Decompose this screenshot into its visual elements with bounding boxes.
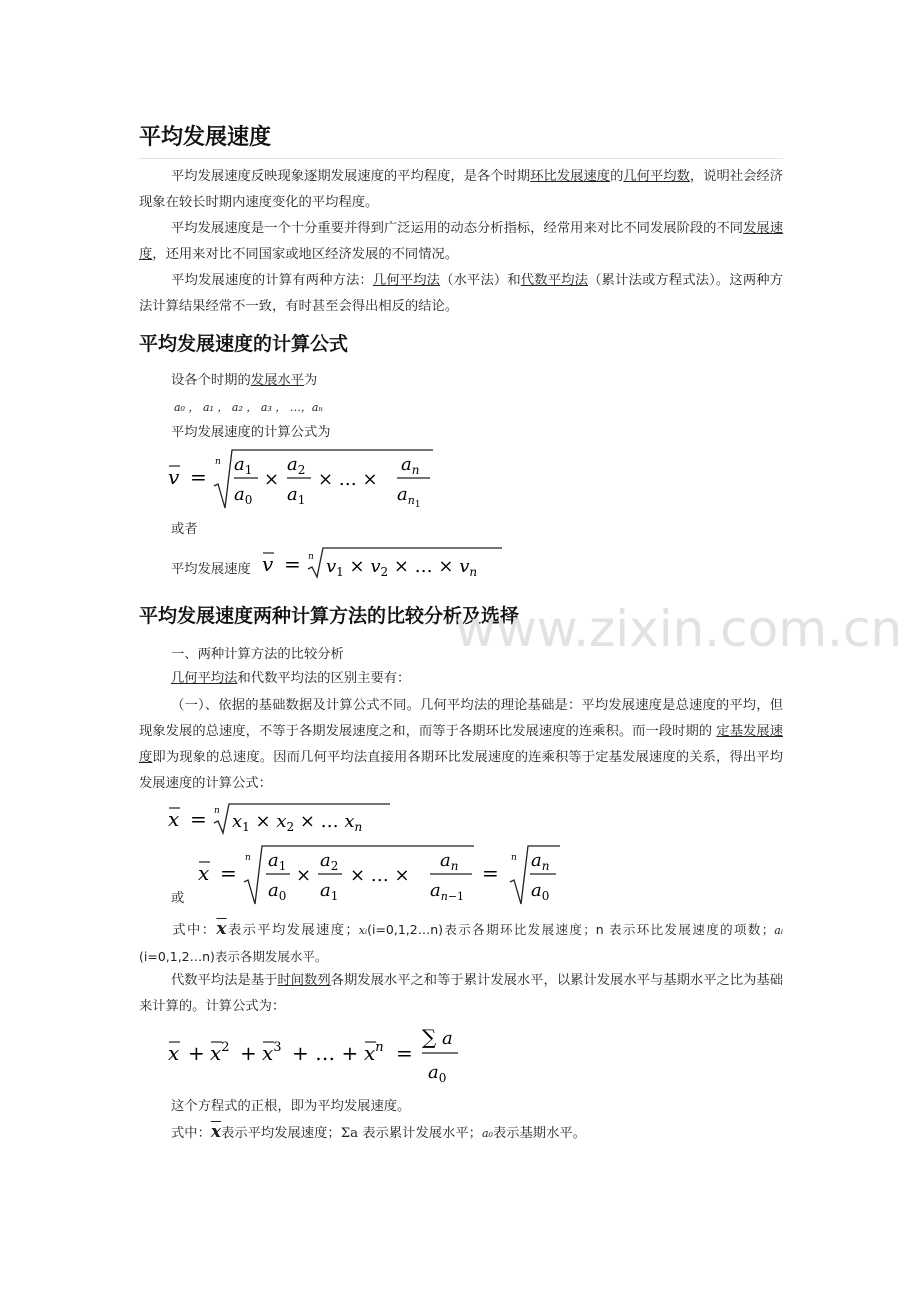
text: 各期发展水平之和等于累计发展水平，以累计发展水平与基期水平之比为基础来计算的。计算公式为： — [139, 973, 784, 1014]
xbar-symbol: $\overline{x}$ — [216, 919, 227, 939]
text: 平均发展速度是一个十分重要并得到广泛运用的动态分析指标，经常用来对比不同发展阶段的不同 — [171, 221, 744, 236]
svg-text:=: = — [190, 807, 207, 831]
svg-text:a2: $a_2$ — [287, 454, 306, 477]
formula-product-speeds — [262, 545, 507, 581]
formula-geometric-full — [198, 842, 568, 908]
svg-text:a2: $a_2$ — [320, 850, 339, 873]
svg-text:x: x — [198, 861, 210, 885]
svg-text:an: $a_n$ — [440, 850, 459, 873]
svg-text:×: × — [296, 865, 312, 886]
svg-text:v: v — [262, 552, 274, 576]
text: ，还用来对比不同国家或地区经济发展的不同情况。 — [152, 247, 459, 262]
section-heading-comparison: 平均发展速度两种计算方法的比较分析及选择 — [139, 605, 520, 627]
svg-text:a0: $a_0$ — [428, 1062, 447, 1085]
link-geometric-method[interactable]: 几何平均法 — [372, 273, 441, 288]
svg-text:×: × — [264, 469, 280, 490]
svg-text:× … ×: × … × — [350, 865, 410, 886]
svg-text:∑ a: ∑ a — [422, 1025, 453, 1049]
definition-line-2 — [171, 1122, 586, 1144]
svg-text:=: = — [220, 861, 237, 885]
svg-text:a0: $a_0$ — [531, 880, 550, 903]
formula-intro-text: 平均发展速度的计算公式为 — [171, 425, 331, 440]
svg-text:x2: $x^2$ — [210, 1040, 230, 1065]
svg-text:=: = — [284, 552, 301, 576]
svg-text:n: n — [214, 806, 220, 816]
algebraic-paragraph — [139, 968, 783, 1020]
text: (i=0,1,2…n)表示各期环比发展速度；n 表示环比发展速度的项数； — [367, 922, 775, 937]
text: 设各个时期的 — [171, 373, 251, 388]
formula-geometric-mean — [168, 802, 398, 838]
text: 式中： — [171, 923, 217, 938]
definition-paragraph-1 — [139, 916, 783, 971]
formula-geometric-ratio — [168, 446, 438, 512]
text: 平均发展速度的计算有两种方法： — [171, 273, 373, 288]
intro-paragraph-2 — [139, 216, 783, 268]
text: 为 — [303, 373, 318, 388]
link-development-speed[interactable]: 发展速度 — [139, 221, 783, 262]
svg-text:× … ×: × … × — [318, 469, 378, 490]
svg-text:v1 × v2 × … × vn: $v_1 \times v_2$ × … × $v_n$ — [326, 556, 478, 579]
a0-symbol: a₀ — [481, 1127, 493, 1140]
formula2-label: 平均发展速度 — [171, 562, 251, 577]
link-geometric-method-2[interactable]: 几何平均法 — [171, 671, 238, 686]
ai-symbol: aᵢ — [774, 924, 784, 937]
svg-text:x3: $x^3$ — [262, 1040, 282, 1065]
svg-text:an1: $a_n1$ — [397, 484, 421, 510]
link-development-level[interactable]: 发展水平 — [250, 373, 304, 388]
text: 式中： — [171, 1126, 211, 1141]
svg-text:an−1: $a_n-1$ — [430, 880, 465, 903]
text: （一）、依据的基础数据及计算公式不同。几何平均法的理论基础是：平均发展速度是总速度的平均，但现象发展的总速度，不等于各期发展速度之和，而等于各期环比发展速度的连乘积。而一段时期的 — [139, 698, 783, 739]
levels-series: a₀ ， a₁ ， a₂ ， a₃ ， …，aₙ — [174, 401, 323, 414]
page-title: 平均发展速度 — [139, 125, 272, 150]
svg-text:a0: $a_0$ — [234, 484, 253, 507]
svg-text:n: n — [308, 552, 314, 562]
or-text-1: 或者 — [171, 522, 198, 537]
differences-line — [171, 669, 410, 689]
text: 平均发展速度反映现象逐期发展速度的平均程度，是各个时期 — [171, 169, 531, 184]
levels-line — [171, 371, 317, 391]
svg-text:x1 × x2 × … xn: $x_1 \times x_2$ × … $x_n$ — [232, 811, 363, 834]
svg-text:=: = — [482, 861, 499, 885]
link-time-series[interactable]: 时间数列 — [277, 973, 331, 988]
svg-text:+ … +: + … + — [292, 1041, 359, 1065]
svg-text:n: n — [245, 853, 251, 863]
svg-text:n: n — [511, 853, 517, 863]
intro-paragraph-1 — [139, 164, 783, 216]
watermark: www.zixin.com.cn — [455, 600, 903, 658]
text: 即为现象的总速度。因而几何平均法直接用各期环比发展速度的连乘积等于定基发展速度的关系，得出平均发展速度的计算公式： — [139, 750, 784, 791]
text: 表示平均发展速度； — [226, 923, 359, 938]
section-heading-formula: 平均发展速度的计算公式 — [139, 333, 349, 355]
link-chain-speed[interactable]: 环比发展速度 — [530, 169, 611, 184]
title-divider — [139, 158, 783, 159]
svg-text:an: $a_n$ — [531, 850, 550, 873]
text: (i=0,1,2…n)表示各期发展水平。 — [139, 949, 328, 964]
svg-text:=: = — [396, 1041, 413, 1065]
text: （累计法或方程式法）。这两种方法计算结果经常不一致，有时甚至会得出相反的结论。 — [139, 273, 784, 314]
svg-text:+: + — [188, 1041, 205, 1065]
xbar-symbol: $\overline{x}$ — [210, 1122, 222, 1142]
svg-text:a1: $a_1$ — [287, 484, 306, 507]
link-geometric-mean[interactable]: 几何平均数 — [623, 169, 690, 184]
svg-text:+: + — [240, 1041, 257, 1065]
text: 的 — [610, 169, 624, 184]
svg-text:=: = — [190, 465, 207, 489]
text: 代数平均法是基于 — [171, 973, 278, 988]
svg-text:x: x — [168, 807, 180, 831]
xi-symbol: xᵢ — [358, 924, 368, 937]
svg-text:a0: $a_0$ — [268, 880, 287, 903]
link-algebraic-method[interactable]: 代数平均法 — [520, 273, 589, 288]
svg-text:an: $a_n$ — [401, 454, 420, 477]
svg-text:a1: $a_1$ — [320, 880, 339, 903]
intro-paragraph-3 — [139, 268, 783, 320]
formula-algebraic — [168, 1022, 468, 1088]
text: 表示平均发展速度；Σa 表示累计发展水平； — [221, 1126, 482, 1141]
svg-text:a1: $a_1$ — [268, 850, 287, 873]
svg-text:n: n — [215, 457, 221, 467]
text: 和代数平均法的区别主要有： — [237, 671, 411, 686]
svg-text:v: v — [168, 465, 180, 489]
comparison-paragraph-1 — [139, 693, 783, 797]
text: ，说明社会经济现象在较长时期内速度变化的平均程度。 — [139, 169, 784, 210]
text: （水平法）和 — [440, 273, 521, 288]
or-text-2: 或 — [171, 891, 185, 906]
svg-text:a1: $a_1$ — [234, 454, 253, 477]
svg-text:x: x — [168, 1041, 180, 1065]
positive-root-text: 这个方程式的正根，即为平均发展速度。 — [171, 1099, 411, 1114]
text: 表示基期水平。 — [492, 1126, 586, 1141]
svg-text:xn: $x^n$ — [364, 1040, 384, 1065]
link-fixed-base-speed[interactable]: 定基发展速度 — [139, 724, 784, 765]
comparison-subtitle: 一、两种计算方法的比较分析 — [171, 647, 344, 662]
